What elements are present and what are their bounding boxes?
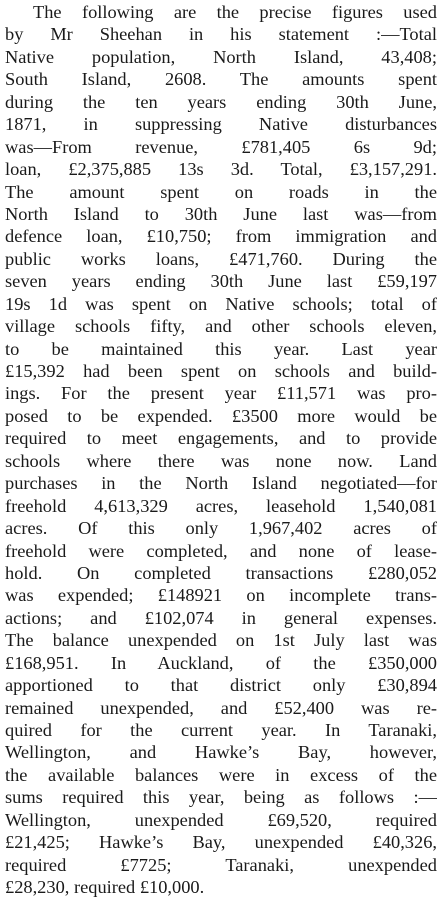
text-line: Wellington, and Hawke’s Bay, however, <box>5 742 437 763</box>
text-line: defence loan, £10,750; from immigration and <box>5 226 437 247</box>
text-line: South Island, 2608. The amounts spent <box>5 69 437 90</box>
text-line: schools where there was none now. Land <box>5 450 437 471</box>
text-line: £168,951. In Auckland, of the £350,000 <box>5 652 437 673</box>
text-line: £15,392 had been spent on schools and build- <box>5 361 437 381</box>
text-line: apportioned to that district only £30,894 <box>5 675 437 696</box>
text-line: 1871, in suppressing Native disturbances <box>5 114 437 135</box>
text-line: The amount spent on roads in the <box>5 181 437 202</box>
text-line: acres. Of this only 1,967,402 acres of <box>5 518 437 539</box>
text-line: public works loans, £471,760. During the <box>5 248 437 269</box>
text-line: ings. For the present year £11,571 was pro- <box>5 383 437 404</box>
text-line: to be maintained this year. Last year <box>5 338 437 359</box>
text-line: freehold 4,613,329 acres, leasehold 1,540,081 <box>5 495 437 516</box>
text-line: 19s 1d was spent on Native schools; total of <box>5 293 437 314</box>
text-line: The following are the precise figures used <box>33 2 437 22</box>
text-line: remained unexpended, and £52,400 was re- <box>5 697 437 718</box>
text-line: The balance unexpended on 1st July last was <box>5 630 437 651</box>
text-line: actions; and £102,074 in general expenses. <box>5 607 437 628</box>
text-line: quired for the current year. In Taranaki, <box>5 720 437 740</box>
text-line: seven years ending 30th June last £59,197 <box>5 271 437 292</box>
text-line: loan, £2,375,885 13s 3d. Total, £3,157,291. <box>5 159 437 180</box>
text-line: posed to be expended. £3500 more would be <box>5 405 437 426</box>
text-line: required £7725; Taranaki, unexpended <box>5 854 437 875</box>
text-line: hold. On completed transactions £280,052 <box>5 562 437 583</box>
text-line: the available balances were in excess of the <box>5 764 437 785</box>
text-line: village schools fifty, and other schools eleven, <box>5 316 437 337</box>
text-line: by Mr Sheehan in his statement :—Total <box>5 24 437 45</box>
text-line: was—From revenue, £781,405 6s 9d; <box>5 136 437 157</box>
text-line: during the ten years ending 30th June, <box>5 91 437 112</box>
text-line: freehold were completed, and none of lease- <box>5 540 437 561</box>
text-line: £21,425; Hawke’s Bay, unexpended £40,326, <box>5 832 437 853</box>
text-line: £28,230, required £10,000. <box>5 877 205 898</box>
text-line: was expended; £148921 on incomplete trans- <box>5 585 437 606</box>
text-line: purchases in the North Island negotiated—for <box>5 473 437 494</box>
text-line: North Island to 30th June last was—from <box>5 203 437 224</box>
newspaper-column <box>5 0 437 899</box>
text-line: sums required this year, being as follows :— <box>5 787 437 808</box>
text-line: Wellington, unexpended £69,520, required <box>5 809 437 830</box>
text-line: required to meet engagements, and to provide <box>5 428 437 449</box>
text-line: Native population, North Island, 43,408; <box>5 46 437 67</box>
